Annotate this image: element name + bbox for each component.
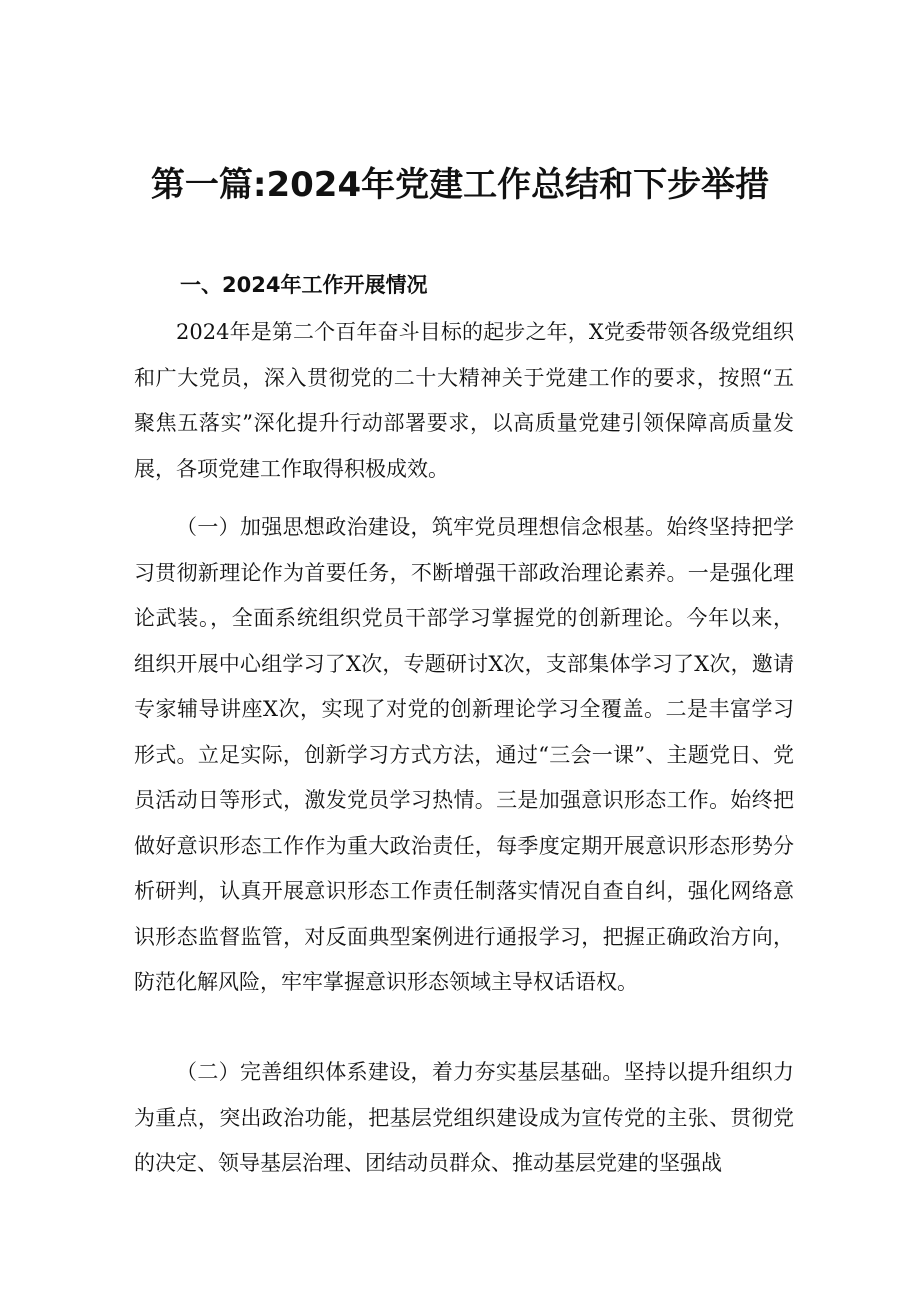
section-heading-1: 一、2024年工作开展情况: [180, 273, 428, 297]
paragraph-ideology: （一）加强思想政治建设，筑牢党员理想信念根基。始终坚持把学习贯彻新理论作为首要任务，不断增强干部政治理论素养。一是强化理论武装。，全面系统组织党员干部学习掌握党的创新理论。今年以来，组织开展中心组学习了X次，专题研讨X次，支部集体学习了X次，邀请专家辅导讲座X次，实现了对党的创新理论学习全覆盖。二是丰富学习形式。立足实际，创新学习方式方法，通过“三会一课”、主题党日、党员活动日等形式，激发党员学习热情。三是加强意识形态工作。始终把做好意识形态工作作为重大政治责任，每季度定期开展意识形态形势分析研判，认真开展意识形态工作责任制落实情况自查自纠，强化网络意识形态监督监管，对反面典型案例进行通报学习，把握正确政治方向，防范化解风险，牢牢掌握意识形态领域主导权话语权。: [134, 515, 794, 994]
paragraph-organization: （二）完善组织体系建设，着力夯实基层基础。坚持以提升组织力为重点，突出政治功能，把基层党组织建设成为宣传党的主张、贯彻党的决定、领导基层治理、团结动员群众、推动基层党建的坚强战: [134, 1060, 794, 1175]
document-title: 第一篇:2024年党建工作总结和下步举措: [150, 165, 770, 205]
paragraph-intro: 2024年是第二个百年奋斗目标的起步之年，X党委带领各级党组织和广大党员，深入贯彻党的二十大精神关于党建工作的要求，按照“五聚焦五落实”深化提升行动部署要求，以高质量党建引领保障高质量发展，各项党建工作取得积极成效。: [134, 320, 794, 481]
